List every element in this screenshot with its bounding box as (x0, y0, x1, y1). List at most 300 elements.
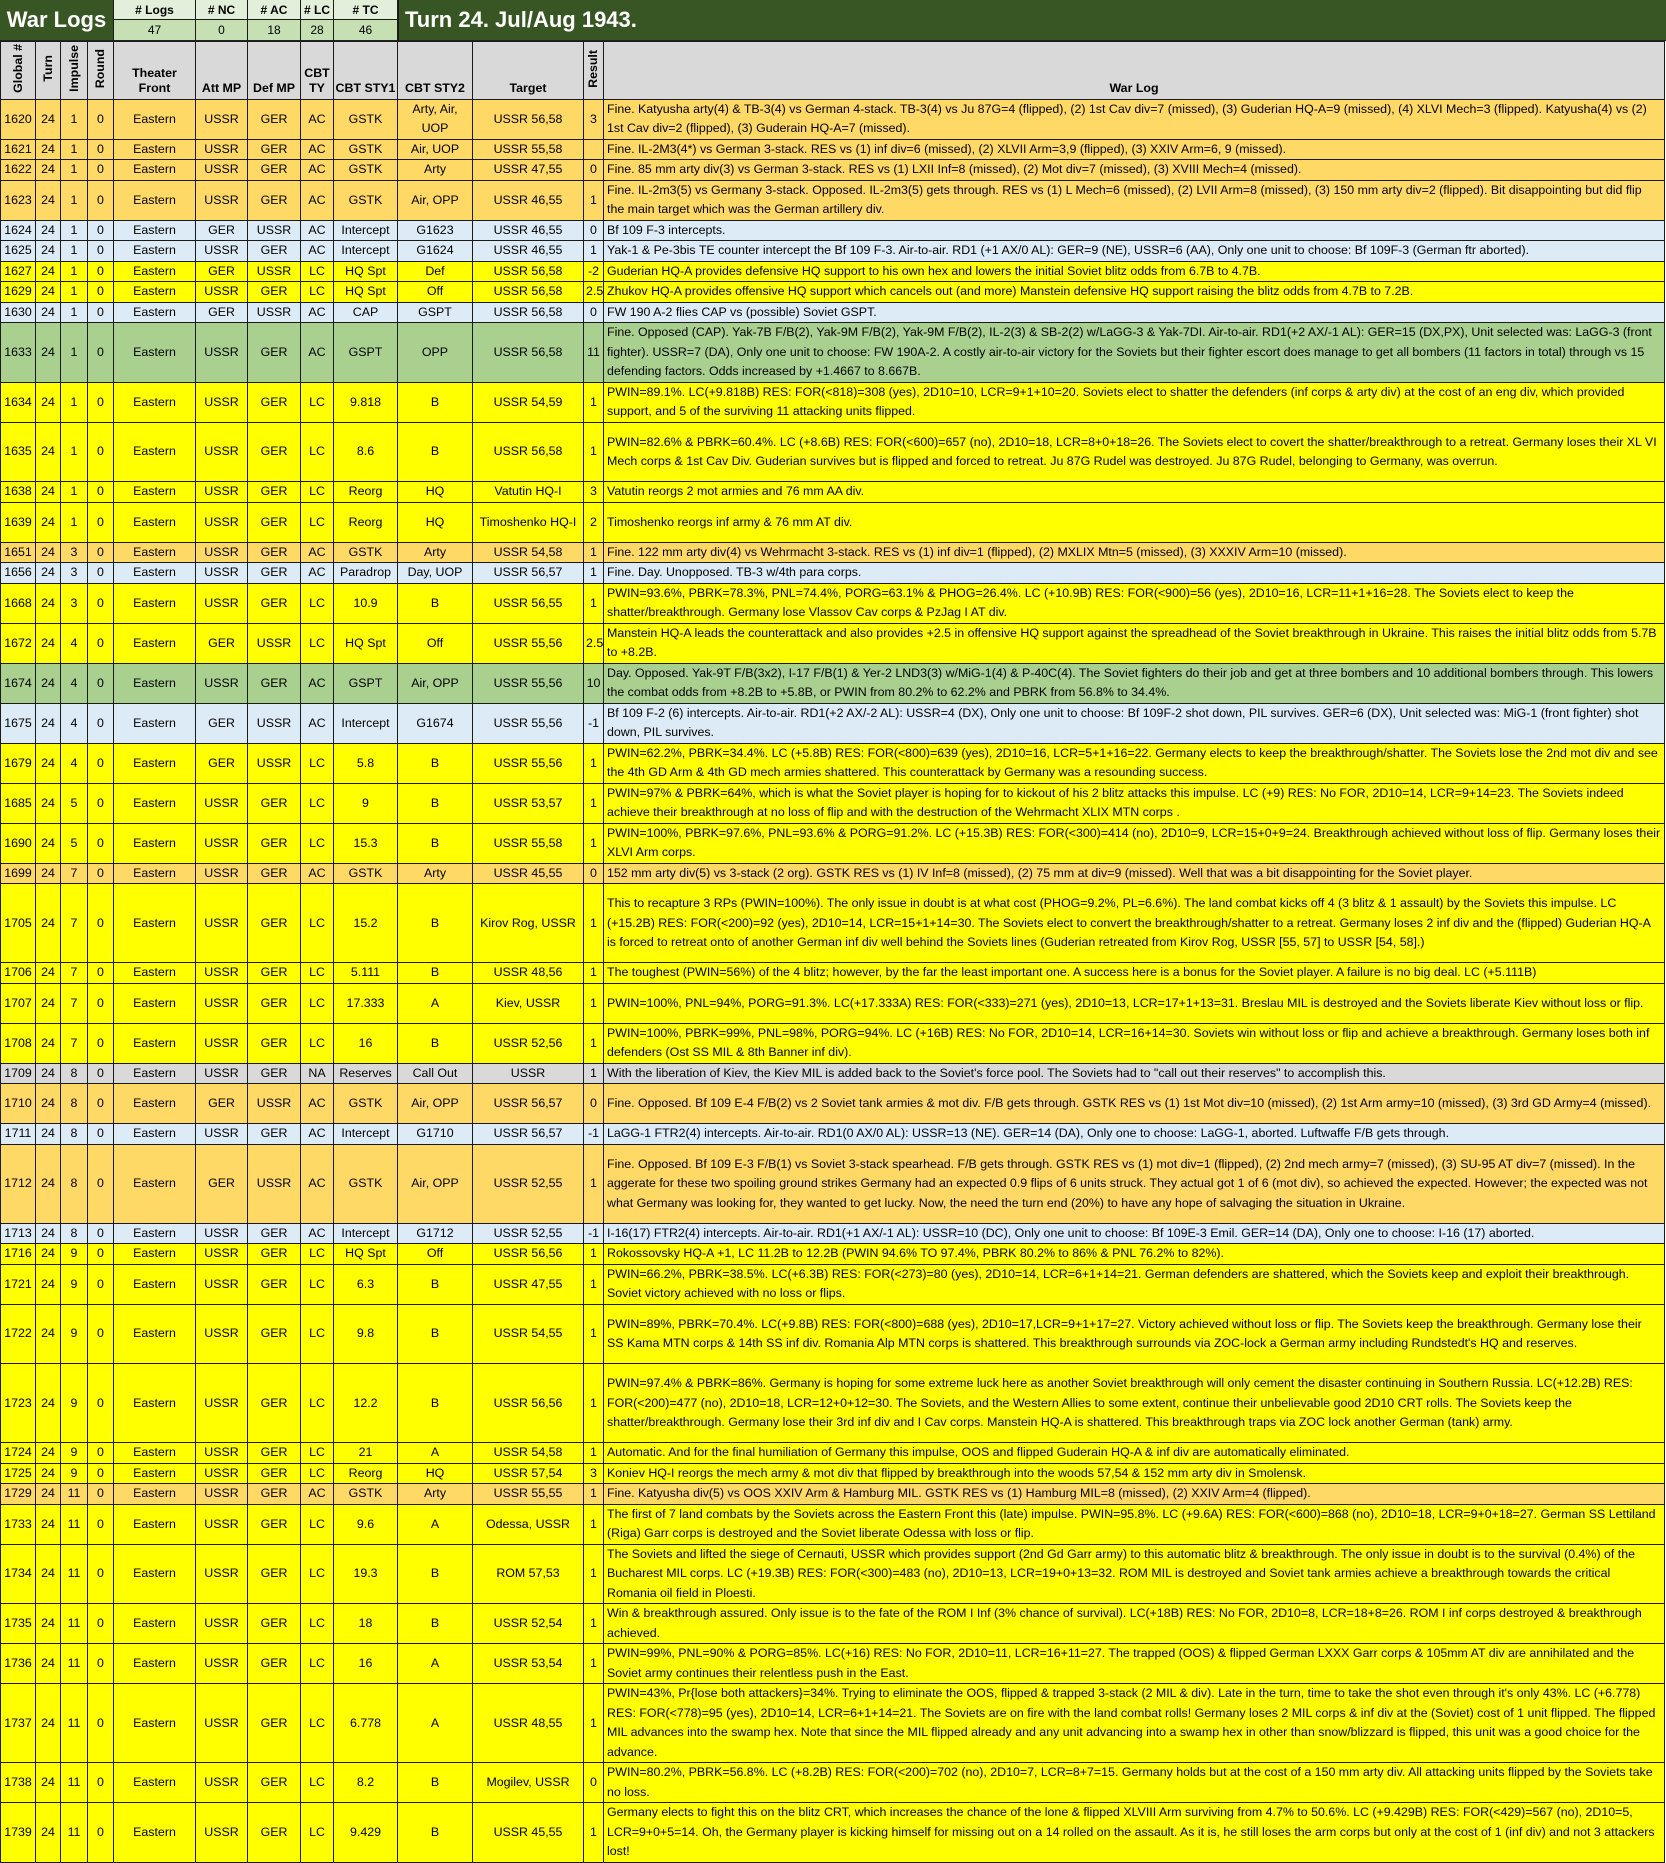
cell-defender-major-power[interactable]: GER (248, 422, 301, 482)
cell-theater-front[interactable]: Eastern (114, 823, 196, 863)
cell-turn[interactable]: 24 (36, 1223, 61, 1244)
cell-round[interactable]: 0 (88, 863, 114, 884)
cell-combat-type[interactable]: AC (301, 563, 334, 584)
cell-combat-subtype-2[interactable]: Air, OPP (398, 180, 473, 220)
cell-combat-type[interactable]: LC (301, 1364, 334, 1443)
cell-combat-subtype-2[interactable]: B (398, 1803, 473, 1863)
cell-result[interactable]: 1 (584, 783, 604, 823)
cell-turn[interactable]: 24 (36, 1484, 61, 1505)
cell-target[interactable]: USSR 46,55 (473, 241, 584, 262)
cell-round[interactable]: 0 (88, 1063, 114, 1084)
cell-attacker-major-power[interactable]: USSR (196, 139, 248, 160)
cell-target[interactable]: USSR 56,58 (473, 323, 584, 383)
cell-theater-front[interactable]: Eastern (114, 884, 196, 963)
cell-defender-major-power[interactable]: GER (248, 139, 301, 160)
cell-combat-subtype-2[interactable]: A (398, 1644, 473, 1684)
cell-combat-subtype-1[interactable]: 19.3 (334, 1544, 398, 1604)
cell-theater-front[interactable]: Eastern (114, 261, 196, 282)
cell-theater-front[interactable]: Eastern (114, 1023, 196, 1063)
cell-global-number[interactable]: 1630 (1, 302, 36, 323)
cell-impulse[interactable]: 1 (61, 99, 88, 139)
cell-target[interactable]: USSR 56,58 (473, 302, 584, 323)
cell-defender-major-power[interactable]: GER (248, 1604, 301, 1644)
cell-combat-type[interactable]: AC (301, 1223, 334, 1244)
cell-round[interactable]: 0 (88, 1443, 114, 1464)
cell-target[interactable]: USSR 53,54 (473, 1644, 584, 1684)
table-row[interactable] (1, 99, 1665, 139)
cell-war-log-text[interactable]: PWIN=100%, PBRK=97.6%, PNL=93.6% & PORG=91.2%. LC (+15.3B) RES: FOR(<300)=414 (no), 2D10=9, LCR=15+0+9=24. Breakthrough achieved without loss of flip. Germany loses their XLVI Arm corps. (604, 823, 1665, 863)
cell-theater-front[interactable]: Eastern (114, 241, 196, 262)
cell-war-log-text[interactable]: Fine. Katyusha div(5) vs OOS XXIV Arm & Hamburg MIL. GSTK RES vs (1) Hamburg MIL=8 (missed), (2) XXIV Arm=4 (flipped). (604, 1484, 1665, 1505)
cell-theater-front[interactable]: Eastern (114, 1264, 196, 1304)
cell-theater-front[interactable]: Eastern (114, 1304, 196, 1364)
cell-war-log-text[interactable]: Fine. 122 mm arty div(4) vs Wehrmacht 3-stack. RES vs (1) inf div=1 (flipped), (2) MXLIX Mtn=5 (missed), (3) XXXIV Arm=10 (missed). (604, 542, 1665, 563)
cell-global-number[interactable]: 1635 (1, 422, 36, 482)
cell-combat-type[interactable]: LC (301, 1644, 334, 1684)
cell-combat-subtype-2[interactable]: Arty, Air, UOP (398, 99, 473, 139)
cell-global-number[interactable]: 1690 (1, 823, 36, 863)
cell-defender-major-power[interactable]: GER (248, 382, 301, 422)
cell-combat-subtype-1[interactable]: Paradrop (334, 563, 398, 584)
cell-war-log-text[interactable]: Bf 109 F-2 (6) intercepts. Air-to-air. RD1(+2 AX/-2 AL): USSR=4 (DX), Only one unit to choose: Bf 109F-2 shot down, PIL survives. GER=6 (DX), Unit selected was: MiG-1 (front fighter) shot down, PIL survives. (604, 703, 1665, 743)
cell-attacker-major-power[interactable]: USSR (196, 282, 248, 303)
cell-round[interactable]: 0 (88, 743, 114, 783)
table-row[interactable] (1, 743, 1665, 783)
cell-global-number[interactable]: 1738 (1, 1763, 36, 1803)
cell-war-log-text[interactable]: The first of 7 land combats by the Soviets across the Eastern Front this (late) impulse. PWIN=95.8%. LC (+9.6A) RES: FOR(<600)=868 (no), 2D10=18, LCR=9+0+18=27. German SS Lettiland (Riga) Garr corps is destroyed and the Soviet liberate Odessa with loss or flip. (604, 1504, 1665, 1544)
cell-war-log-text[interactable]: The toughest (PWIN=56%) of the 4 blitz; however, by the far the least important one. A success here is a bonus for the Soviet player. A failure is no big deal. LC (+5.111B) (604, 963, 1665, 984)
cell-combat-subtype-2[interactable]: Off (398, 623, 473, 663)
cell-war-log-text[interactable]: PWIN=80.2%, PBRK=56.8%. LC (+8.2B) RES: FOR(<200)=702 (no), 2D10=7, LCR=8+7=15. Germany holds but at the cost of a 150 mm arty div. All attacking units flipped by the Soviets take no loss. (604, 1763, 1665, 1803)
cell-war-log-text[interactable]: Germany elects to fight this on the blitz CRT, which increases the chance of the lone & flipped XLVIII Arm surviving from 4.7% to 50.6%. LC (+9.429B) RES: FOR(<429)=567 (no), 2D10=5, LCR=9+0+5=14. Oh, the Germany player is kicking himself for missing out on a 14 rolled on the assault. As it is, he still loses the arm corps but only at the cost of 1 (inf div) and not 3 attackers lost! (604, 1803, 1665, 1863)
cell-combat-subtype-2[interactable]: B (398, 1544, 473, 1604)
cell-attacker-major-power[interactable]: USSR (196, 1443, 248, 1464)
cell-combat-type[interactable]: NA (301, 1063, 334, 1084)
cell-defender-major-power[interactable]: GER (248, 663, 301, 703)
cell-attacker-major-power[interactable]: USSR (196, 502, 248, 542)
cell-impulse[interactable]: 9 (61, 1364, 88, 1443)
cell-attacker-major-power[interactable]: USSR (196, 180, 248, 220)
cell-defender-major-power[interactable]: GER (248, 241, 301, 262)
table-row[interactable] (1, 160, 1665, 181)
cell-result[interactable]: 1 (584, 983, 604, 1023)
cell-global-number[interactable]: 1733 (1, 1504, 36, 1544)
cell-target[interactable]: USSR 54,55 (473, 1304, 584, 1364)
cell-result[interactable]: 1 (584, 1144, 604, 1223)
table-row[interactable] (1, 302, 1665, 323)
cell-global-number[interactable]: 1656 (1, 563, 36, 584)
cell-war-log-text[interactable]: I-16(17) FTR2(4) intercepts. Air-to-air. RD1(+1 AX/-1 AL): USSR=10 (DC), Only one unit to choose: Bf 109E-3 Emil. GER=14 (DA), Only one to choose: I-16 (17) aborted. (604, 1223, 1665, 1244)
cell-attacker-major-power[interactable]: USSR (196, 1364, 248, 1443)
cell-combat-type[interactable]: AC (301, 302, 334, 323)
cell-attacker-major-power[interactable]: USSR (196, 1244, 248, 1265)
cell-turn[interactable]: 24 (36, 1124, 61, 1145)
cell-result[interactable]: 1 (584, 1443, 604, 1464)
cell-combat-type[interactable]: LC (301, 963, 334, 984)
cell-combat-subtype-1[interactable]: 16 (334, 1644, 398, 1684)
cell-impulse[interactable]: 8 (61, 1084, 88, 1124)
cell-global-number[interactable]: 1621 (1, 139, 36, 160)
cell-combat-subtype-1[interactable]: 18 (334, 1604, 398, 1644)
cell-target[interactable]: USSR 56,58 (473, 422, 584, 482)
cell-attacker-major-power[interactable]: USSR (196, 160, 248, 181)
cell-theater-front[interactable]: Eastern (114, 743, 196, 783)
cell-target[interactable]: ROM 57,53 (473, 1544, 584, 1604)
cell-impulse[interactable]: 1 (61, 302, 88, 323)
cell-result[interactable]: 1 (584, 823, 604, 863)
table-row[interactable] (1, 220, 1665, 241)
table-row[interactable] (1, 863, 1665, 884)
cell-theater-front[interactable]: Eastern (114, 583, 196, 623)
cell-result[interactable]: 1 (584, 1484, 604, 1505)
cell-turn[interactable]: 24 (36, 160, 61, 181)
cell-round[interactable]: 0 (88, 1504, 114, 1544)
cell-turn[interactable]: 24 (36, 542, 61, 563)
cell-combat-type[interactable]: AC (301, 220, 334, 241)
table-row[interactable] (1, 1644, 1665, 1684)
cell-war-log-text[interactable]: PWIN=97% & PBRK=64%, which is what the Soviet player is hoping for to kickout of his 2 blitz attacks this impulse. LC (+9) RES: No FOR, 2D10=14, LCR=9+14=23. The Soviets indeed achieve their breakthrough at no loss of flip and with the destruction of the Wehrmacht XLIX MTN corps . (604, 783, 1665, 823)
cell-target[interactable]: USSR 46,55 (473, 180, 584, 220)
cell-turn[interactable]: 24 (36, 302, 61, 323)
cell-round[interactable]: 0 (88, 983, 114, 1023)
cell-combat-subtype-2[interactable]: Air, UOP (398, 139, 473, 160)
cell-combat-subtype-1[interactable]: 16 (334, 1023, 398, 1063)
cell-combat-subtype-1[interactable]: Intercept (334, 241, 398, 262)
cell-turn[interactable]: 24 (36, 1304, 61, 1364)
table-row[interactable] (1, 783, 1665, 823)
cell-target[interactable]: USSR 52,55 (473, 1223, 584, 1244)
cell-theater-front[interactable]: Eastern (114, 1443, 196, 1464)
cell-combat-subtype-1[interactable]: 8.6 (334, 422, 398, 482)
cell-combat-subtype-2[interactable]: Day, UOP (398, 563, 473, 584)
cell-attacker-major-power[interactable]: USSR (196, 1124, 248, 1145)
cell-attacker-major-power[interactable]: GER (196, 261, 248, 282)
cell-defender-major-power[interactable]: GER (248, 1803, 301, 1863)
table-row[interactable] (1, 422, 1665, 482)
cell-attacker-major-power[interactable]: GER (196, 1144, 248, 1223)
cell-turn[interactable]: 24 (36, 963, 61, 984)
cell-theater-front[interactable]: Eastern (114, 99, 196, 139)
cell-combat-subtype-2[interactable]: B (398, 1604, 473, 1644)
cell-global-number[interactable]: 1623 (1, 180, 36, 220)
cell-target[interactable]: USSR 47,55 (473, 1264, 584, 1304)
cell-defender-major-power[interactable]: GER (248, 1364, 301, 1443)
cell-global-number[interactable]: 1708 (1, 1023, 36, 1063)
cell-attacker-major-power[interactable]: USSR (196, 1264, 248, 1304)
cell-round[interactable]: 0 (88, 583, 114, 623)
cell-result[interactable]: 2 (584, 502, 604, 542)
cell-war-log-text[interactable]: LaGG-1 FTR2(4) intercepts. Air-to-air. RD1(0 AX/0 AL): USSR=13 (NE). GER=14 (DA), Only one to choose: LaGG-1, aborted. Luftwaffe F/B gets through. (604, 1124, 1665, 1145)
table-row[interactable] (1, 323, 1665, 383)
cell-global-number[interactable]: 1736 (1, 1644, 36, 1684)
cell-target[interactable]: USSR 56,56 (473, 1364, 584, 1443)
cell-war-log-text[interactable]: PWIN=100%, PNL=94%, PORG=91.3%. LC(+17.333A) RES: FOR(<333)=271 (yes), 2D10=13, LCR=17+1+13=31. Breslau MIL is destroyed and the Soviets liberate Kiev without loss or flip. (604, 983, 1665, 1023)
cell-combat-subtype-1[interactable]: Intercept (334, 1223, 398, 1244)
cell-combat-subtype-1[interactable]: GSTK (334, 1484, 398, 1505)
cell-target[interactable]: Mogilev, USSR (473, 1763, 584, 1803)
cell-global-number[interactable]: 1737 (1, 1684, 36, 1763)
cell-combat-subtype-1[interactable]: 9.6 (334, 1504, 398, 1544)
cell-war-log-text[interactable]: PWIN=82.6% & PBRK=60.4%. LC (+8.6B) RES: FOR(<600)=657 (no), 2D10=18, LCR=8+0+18=26. The Soviets elect to covert the shatter/breakthrough to a retreat. Germany loses their XL VI Mech corps & 1st Cav Div. Guderian survives but is flipped and forced to retreat. Ju 87G Rudel was destroyed. Ju 87G Rudel, belonging to Germany, was overrun. (604, 422, 1665, 482)
cell-target[interactable]: USSR 46,55 (473, 220, 584, 241)
cell-war-log-text[interactable]: FW 190 A-2 flies CAP vs (possible) Soviet GSPT. (604, 302, 1665, 323)
cell-attacker-major-power[interactable]: USSR (196, 1504, 248, 1544)
cell-turn[interactable]: 24 (36, 1803, 61, 1863)
cell-global-number[interactable]: 1722 (1, 1304, 36, 1364)
cell-result[interactable]: -1 (584, 703, 604, 743)
cell-combat-type[interactable]: LC (301, 1803, 334, 1863)
cell-turn[interactable]: 24 (36, 1763, 61, 1803)
cell-impulse[interactable]: 11 (61, 1644, 88, 1684)
cell-turn[interactable]: 24 (36, 823, 61, 863)
cell-turn[interactable]: 24 (36, 1684, 61, 1763)
column-header-impulse[interactable] (61, 42, 88, 100)
cell-target[interactable]: USSR 55,58 (473, 139, 584, 160)
cell-war-log-text[interactable]: PWIN=43%, Pr{lose both attackers}=34%. Trying to eliminate the OOS, flipped & trapped 3-stack (2 MIL & div). Late in the turn, time to take the shot even through it's only 43%. LC (+6.778) RES: FOR(<778)=95 (yes), 2D10=14, LCR=6+1+14=21. The Soviets are on fire with the land combat rolls! Germany loses 2 MIL corps & inf div at the (Soviet) cost of 1 unit flipped. The flipped MIL advances into the swamp hex. Note that since the MIL flipped already and any unit advancing into a swamp hex in other than snow/blizzard is flipped, this unit was a good choice for the advance. (604, 1684, 1665, 1763)
cell-global-number[interactable]: 1627 (1, 261, 36, 282)
cell-result[interactable]: 1 (584, 422, 604, 482)
table-row[interactable] (1, 382, 1665, 422)
cell-defender-major-power[interactable]: GER (248, 963, 301, 984)
column-header-war-log[interactable]: War Log (604, 42, 1665, 100)
cell-war-log-text[interactable]: 152 mm arty div(5) vs 3-stack (2 org). GSTK RES vs (1) IV Inf=8 (missed), (2) 75 mm at div=9 (missed). Well that was a bit disappointing for the Soviet player. (604, 863, 1665, 884)
cell-global-number[interactable]: 1723 (1, 1364, 36, 1443)
cell-target[interactable]: USSR 48,56 (473, 963, 584, 984)
cell-impulse[interactable]: 4 (61, 703, 88, 743)
cell-combat-subtype-2[interactable]: A (398, 983, 473, 1023)
cell-round[interactable]: 0 (88, 1604, 114, 1644)
cell-combat-type[interactable]: AC (301, 542, 334, 563)
cell-defender-major-power[interactable]: GER (248, 563, 301, 584)
cell-war-log-text[interactable]: Rokossovsky HQ-A +1, LC 11.2B to 12.2B (PWIN 94.6% TO 97.4%, PBRK 80.2% to 86% & PNL 76.2% to 82%). (604, 1244, 1665, 1265)
cell-global-number[interactable]: 1705 (1, 884, 36, 963)
cell-combat-subtype-2[interactable]: A (398, 1443, 473, 1464)
cell-combat-subtype-1[interactable]: Intercept (334, 220, 398, 241)
cell-combat-type[interactable]: LC (301, 1023, 334, 1063)
cell-theater-front[interactable]: Eastern (114, 1244, 196, 1265)
cell-turn[interactable]: 24 (36, 1443, 61, 1464)
cell-theater-front[interactable]: Eastern (114, 160, 196, 181)
cell-theater-front[interactable]: Eastern (114, 180, 196, 220)
cell-war-log-text[interactable]: Koniev HQ-I reorgs the mech army & mot div that flipped by breakthrough into the woods 57,54 & 152 mm arty div in Smolensk. (604, 1463, 1665, 1484)
cell-combat-subtype-1[interactable]: 9.818 (334, 382, 398, 422)
cell-turn[interactable]: 24 (36, 99, 61, 139)
cell-combat-subtype-1[interactable]: GSPT (334, 663, 398, 703)
cell-attacker-major-power[interactable]: USSR (196, 1544, 248, 1604)
cell-result[interactable]: 3 (584, 482, 604, 503)
cell-defender-major-power[interactable]: USSR (248, 261, 301, 282)
cell-round[interactable]: 0 (88, 1644, 114, 1684)
cell-defender-major-power[interactable]: GER (248, 583, 301, 623)
cell-round[interactable]: 0 (88, 1364, 114, 1443)
cell-combat-subtype-2[interactable]: GSPT (398, 302, 473, 323)
cell-war-log-text[interactable]: With the liberation of Kiev, the Kiev MIL is added back to the Soviet's force pool. The Soviets had to "call out their reserves" to accomplish this. (604, 1063, 1665, 1084)
cell-target[interactable]: USSR 55,56 (473, 743, 584, 783)
cell-defender-major-power[interactable]: GER (248, 983, 301, 1023)
cell-turn[interactable]: 24 (36, 783, 61, 823)
cell-defender-major-power[interactable]: GER (248, 1063, 301, 1084)
cell-defender-major-power[interactable]: USSR (248, 743, 301, 783)
cell-attacker-major-power[interactable]: USSR (196, 583, 248, 623)
cell-result[interactable]: 1 (584, 583, 604, 623)
cell-combat-subtype-1[interactable]: 5.8 (334, 743, 398, 783)
cell-target[interactable]: USSR 56,57 (473, 563, 584, 584)
cell-combat-type[interactable]: AC (301, 99, 334, 139)
cell-target[interactable]: USSR 56,57 (473, 1124, 584, 1145)
cell-global-number[interactable]: 1625 (1, 241, 36, 262)
cell-combat-subtype-2[interactable]: OPP (398, 323, 473, 383)
cell-target[interactable]: USSR 55,55 (473, 1484, 584, 1505)
cell-theater-front[interactable]: Eastern (114, 542, 196, 563)
cell-turn[interactable]: 24 (36, 241, 61, 262)
table-row[interactable] (1, 241, 1665, 262)
cell-impulse[interactable]: 8 (61, 1063, 88, 1084)
cell-impulse[interactable]: 11 (61, 1803, 88, 1863)
cell-result[interactable]: 2.5 (584, 623, 604, 663)
cell-global-number[interactable]: 1679 (1, 743, 36, 783)
cell-target[interactable]: Vatutin HQ-I (473, 482, 584, 503)
cell-global-number[interactable]: 1633 (1, 323, 36, 383)
cell-combat-subtype-1[interactable]: 5.111 (334, 963, 398, 984)
cell-impulse[interactable]: 3 (61, 542, 88, 563)
cell-target[interactable]: USSR 45,55 (473, 1803, 584, 1863)
cell-theater-front[interactable]: Eastern (114, 482, 196, 503)
cell-combat-type[interactable]: AC (301, 241, 334, 262)
cell-combat-subtype-2[interactable]: G1712 (398, 1223, 473, 1244)
cell-round[interactable]: 0 (88, 663, 114, 703)
cell-combat-subtype-1[interactable]: Intercept (334, 1124, 398, 1145)
cell-target[interactable]: USSR 56,57 (473, 1084, 584, 1124)
cell-impulse[interactable]: 7 (61, 1023, 88, 1063)
cell-war-log-text[interactable]: Fine. Opposed. Bf 109 E-3 F/B(1) vs Soviet 3-stack spearhead. F/B gets through. GSTK RES vs (1) mot div=1 (flipped), (2) 2nd mech army=7 (missed), (3) SU-95 AT div=7 (missed). In the aggerate for these two spoiling ground strikes Germany had an expected 0.9 flips of 6 units struck. They actual got 1 of 6 (mot div), so achieved the expected. However; the expected was not what Germany was looking for, they wanted to get lucky. Now, the need the turn end (20%) to have any hope of salvaging the situation in Ukraine. (604, 1144, 1665, 1223)
table-row[interactable] (1, 1063, 1665, 1084)
cell-combat-subtype-2[interactable]: HQ (398, 1463, 473, 1484)
cell-global-number[interactable]: 1729 (1, 1484, 36, 1505)
column-header-att-mp[interactable]: Att MP (196, 42, 248, 100)
cell-turn[interactable]: 24 (36, 563, 61, 584)
cell-attacker-major-power[interactable]: USSR (196, 323, 248, 383)
table-row[interactable] (1, 1124, 1665, 1145)
cell-attacker-major-power[interactable]: USSR (196, 1223, 248, 1244)
cell-round[interactable]: 0 (88, 302, 114, 323)
cell-turn[interactable]: 24 (36, 1644, 61, 1684)
cell-turn[interactable]: 24 (36, 139, 61, 160)
table-row[interactable] (1, 261, 1665, 282)
cell-combat-subtype-2[interactable]: B (398, 743, 473, 783)
cell-global-number[interactable]: 1639 (1, 502, 36, 542)
table-row[interactable] (1, 1504, 1665, 1544)
cell-combat-subtype-1[interactable]: GSTK (334, 99, 398, 139)
table-row[interactable] (1, 823, 1665, 863)
table-row[interactable] (1, 1484, 1665, 1505)
cell-theater-front[interactable]: Eastern (114, 1504, 196, 1544)
cell-turn[interactable]: 24 (36, 1144, 61, 1223)
cell-turn[interactable]: 24 (36, 261, 61, 282)
cell-theater-front[interactable]: Eastern (114, 563, 196, 584)
cell-combat-type[interactable]: LC (301, 482, 334, 503)
cell-theater-front[interactable]: Eastern (114, 422, 196, 482)
cell-attacker-major-power[interactable]: USSR (196, 241, 248, 262)
cell-defender-major-power[interactable]: GER (248, 99, 301, 139)
table-row[interactable] (1, 983, 1665, 1023)
cell-round[interactable]: 0 (88, 884, 114, 963)
cell-theater-front[interactable]: Eastern (114, 1544, 196, 1604)
cell-result[interactable]: 1 (584, 180, 604, 220)
cell-theater-front[interactable]: Eastern (114, 1084, 196, 1124)
cell-attacker-major-power[interactable]: GER (196, 703, 248, 743)
cell-global-number[interactable]: 1734 (1, 1544, 36, 1604)
cell-target[interactable]: USSR 56,55 (473, 583, 584, 623)
cell-combat-type[interactable]: AC (301, 180, 334, 220)
cell-result[interactable]: -1 (584, 1124, 604, 1145)
cell-combat-type[interactable]: AC (301, 663, 334, 703)
cell-defender-major-power[interactable]: USSR (248, 302, 301, 323)
cell-impulse[interactable]: 1 (61, 482, 88, 503)
cell-defender-major-power[interactable]: GER (248, 1443, 301, 1464)
cell-war-log-text[interactable]: This to recapture 3 RPs (PWIN=100%). The only issue in doubt is at what cost (PHOG=9.2%, PL=6.6%). The land combat kicks off 4 (3 blitz & 1 assault) by the Soviets this impulse. LC (+15.2B) RES: FOR(<200)=92 (yes), 2D10=14, LCR=15+1+14=30. The Soviets elect to convert the breakthrough/shatter to a retreat. Germany loses 2 inf div and the (flipped) Guderian HQ-A is forced to retreat onto of another German inf div well behind the Soviets lines (Guderian retreated from Kirov Rog, USSR [55, 57] to USSR [54, 58].) (604, 884, 1665, 963)
cell-global-number[interactable]: 1672 (1, 623, 36, 663)
cell-round[interactable]: 0 (88, 1223, 114, 1244)
cell-turn[interactable]: 24 (36, 1364, 61, 1443)
cell-round[interactable]: 0 (88, 963, 114, 984)
cell-defender-major-power[interactable]: GER (248, 783, 301, 823)
cell-combat-subtype-2[interactable]: B (398, 382, 473, 422)
cell-result[interactable]: 1 (584, 884, 604, 963)
cell-war-log-text[interactable]: Guderian HQ-A provides defensive HQ support to his own hex and lowers the initial Soviet blitz odds from 6.7B to 4.7B. (604, 261, 1665, 282)
cell-impulse[interactable]: 4 (61, 623, 88, 663)
cell-combat-subtype-1[interactable]: Reorg (334, 482, 398, 503)
cell-result[interactable]: 3 (584, 99, 604, 139)
cell-round[interactable]: 0 (88, 1544, 114, 1604)
cell-round[interactable]: 0 (88, 261, 114, 282)
cell-combat-subtype-2[interactable]: Arty (398, 160, 473, 181)
cell-theater-front[interactable]: Eastern (114, 302, 196, 323)
cell-global-number[interactable]: 1699 (1, 863, 36, 884)
cell-result[interactable]: 1 (584, 1063, 604, 1084)
cell-defender-major-power[interactable]: GER (248, 823, 301, 863)
cell-attacker-major-power[interactable]: GER (196, 302, 248, 323)
cell-turn[interactable]: 24 (36, 282, 61, 303)
cell-impulse[interactable]: 11 (61, 1684, 88, 1763)
table-row[interactable] (1, 1144, 1665, 1223)
cell-turn[interactable]: 24 (36, 703, 61, 743)
cell-round[interactable]: 0 (88, 623, 114, 663)
cell-result[interactable]: 2.5 (584, 282, 604, 303)
cell-combat-subtype-2[interactable]: B (398, 1304, 473, 1364)
cell-combat-subtype-1[interactable]: Intercept (334, 703, 398, 743)
cell-combat-subtype-1[interactable]: GSTK (334, 542, 398, 563)
cell-combat-subtype-2[interactable]: B (398, 583, 473, 623)
cell-global-number[interactable]: 1674 (1, 663, 36, 703)
cell-combat-type[interactable]: LC (301, 623, 334, 663)
cell-global-number[interactable]: 1685 (1, 783, 36, 823)
cell-round[interactable]: 0 (88, 1484, 114, 1505)
cell-defender-major-power[interactable]: GER (248, 1244, 301, 1265)
cell-attacker-major-power[interactable]: USSR (196, 1023, 248, 1063)
cell-impulse[interactable]: 8 (61, 1144, 88, 1223)
cell-result[interactable]: 1 (584, 1023, 604, 1063)
cell-round[interactable]: 0 (88, 139, 114, 160)
cell-attacker-major-power[interactable]: USSR (196, 663, 248, 703)
cell-combat-subtype-2[interactable]: B (398, 1264, 473, 1304)
cell-round[interactable]: 0 (88, 703, 114, 743)
cell-impulse[interactable]: 3 (61, 563, 88, 584)
cell-turn[interactable]: 24 (36, 422, 61, 482)
cell-war-log-text[interactable]: PWIN=89%, PBRK=70.4%. LC(+9.8B) RES: FOR(<800)=688 (yes), 2D10=17,LCR=9+1+17=27. Victory achieved without loss or flip. The Soviets keep the breakthrough. Germany lose their SS Kama MTN corps & 14th SS inf div. Romania Alp MTN corps is shattered. This breakthrough surrounds via ZOC-lock a German army including Rundstedt's HQ and reserves. (604, 1304, 1665, 1364)
cell-turn[interactable]: 24 (36, 1264, 61, 1304)
cell-turn[interactable]: 24 (36, 863, 61, 884)
cell-target[interactable]: USSR 52,55 (473, 1144, 584, 1223)
